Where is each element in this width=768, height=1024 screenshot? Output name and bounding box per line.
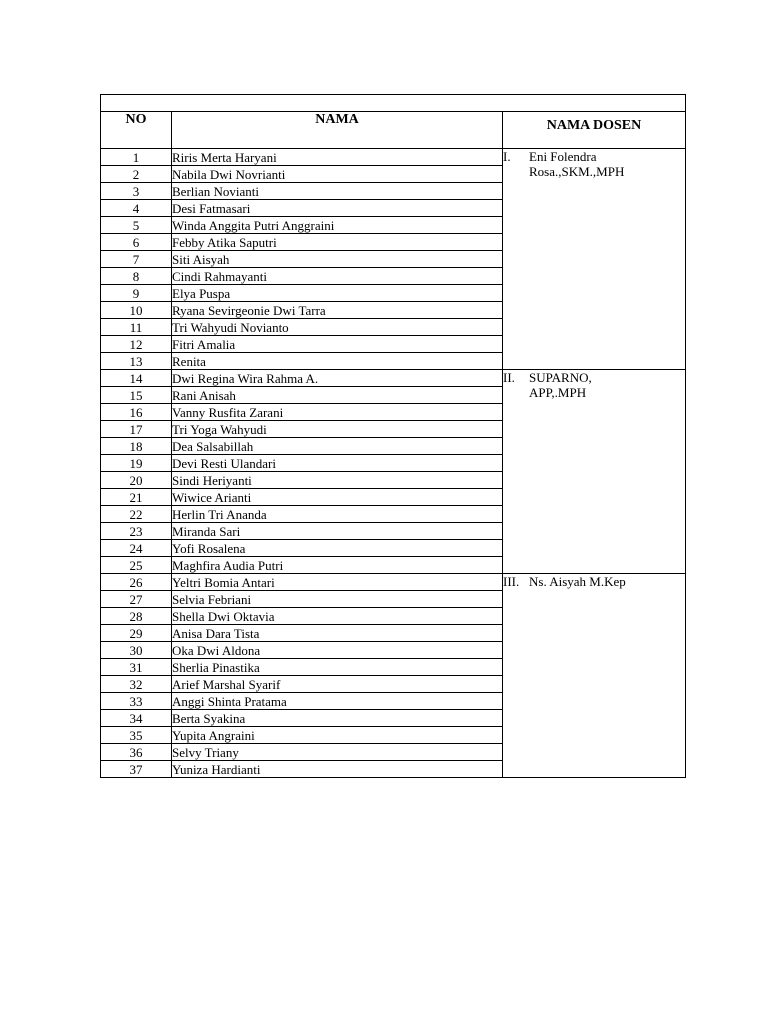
- lecturer-name-line-1: Eni Folendra: [529, 149, 597, 164]
- student-number: 12: [101, 336, 172, 353]
- top-strip-cell: [101, 95, 686, 112]
- student-name: Nabila Dwi Novrianti: [172, 166, 503, 183]
- student-number: 26: [101, 574, 172, 591]
- lecturer-name-line-2: Rosa.,SKM.,MPH: [529, 164, 625, 179]
- student-number: 27: [101, 591, 172, 608]
- student-number: 32: [101, 676, 172, 693]
- student-number: 7: [101, 251, 172, 268]
- student-number: 34: [101, 710, 172, 727]
- student-name: Yeltri Bomia Antari: [172, 574, 503, 591]
- student-number: 18: [101, 438, 172, 455]
- lecturer-entry: [503, 370, 685, 400]
- student-number: 13: [101, 353, 172, 370]
- student-number: 36: [101, 744, 172, 761]
- student-number: 28: [101, 608, 172, 625]
- student-name: Anggi Shinta Pratama: [172, 693, 503, 710]
- student-name: Sindi Heriyanti: [172, 472, 503, 489]
- student-name: Vanny Rusfita Zarani: [172, 404, 503, 421]
- student-number: 22: [101, 506, 172, 523]
- student-number: 37: [101, 761, 172, 778]
- student-number: 19: [101, 455, 172, 472]
- lecturer-entry: [503, 574, 685, 589]
- student-name: Anisa Dara Tista: [172, 625, 503, 642]
- student-number: 33: [101, 693, 172, 710]
- student-number: 30: [101, 642, 172, 659]
- table-row: [101, 574, 686, 591]
- lecturer-cell: [503, 574, 686, 778]
- student-number: 24: [101, 540, 172, 557]
- student-name: Ryana Sevirgeonie Dwi Tarra: [172, 302, 503, 319]
- student-name: Oka Dwi Aldona: [172, 642, 503, 659]
- student-name: Selvy Triany: [172, 744, 503, 761]
- student-number: 6: [101, 234, 172, 251]
- student-number: 5: [101, 217, 172, 234]
- student-number: 29: [101, 625, 172, 642]
- student-name: Yofi Rosalena: [172, 540, 503, 557]
- student-name: Wiwice Arianti: [172, 489, 503, 506]
- student-name: Cindi Rahmayanti: [172, 268, 503, 285]
- lecturer-name: [529, 370, 685, 400]
- student-number: 20: [101, 472, 172, 489]
- student-name: Winda Anggita Putri Anggraini: [172, 217, 503, 234]
- student-name: Tri Yoga Wahyudi: [172, 421, 503, 438]
- student-number: 11: [101, 319, 172, 336]
- table-row: [101, 149, 686, 166]
- lecturer-cell: [503, 370, 686, 574]
- student-name: Dwi Regina Wira Rahma A.: [172, 370, 503, 387]
- student-number: 17: [101, 421, 172, 438]
- student-name: Dea Salsabillah: [172, 438, 503, 455]
- lecturer-name-line-1: SUPARNO,: [529, 370, 592, 385]
- student-name: Yupita Angraini: [172, 727, 503, 744]
- header-nama: NAMA: [172, 112, 503, 149]
- lecturer-roman-numeral: II.: [503, 370, 515, 385]
- student-number: 4: [101, 200, 172, 217]
- student-number: 16: [101, 404, 172, 421]
- student-name: Sherlia Pinastika: [172, 659, 503, 676]
- student-name: Tri Wahyudi Novianto: [172, 319, 503, 336]
- student-number: 15: [101, 387, 172, 404]
- student-name: Fitri Amalia: [172, 336, 503, 353]
- student-number: 9: [101, 285, 172, 302]
- student-name: Arief Marshal Syarif: [172, 676, 503, 693]
- lecturer-name: [529, 574, 685, 589]
- header-no: NO: [101, 112, 172, 149]
- student-number: 3: [101, 183, 172, 200]
- lecturer-roman-numeral: I.: [503, 149, 511, 164]
- student-name: Febby Atika Saputri: [172, 234, 503, 251]
- student-name: Berta Syakina: [172, 710, 503, 727]
- lecturer-name-line-1: Ns. Aisyah M.Kep: [529, 574, 626, 589]
- lecturer-name: [529, 149, 685, 179]
- student-number: 2: [101, 166, 172, 183]
- student-name: Desi Fatmasari: [172, 200, 503, 217]
- student-name: Maghfira Audia Putri: [172, 557, 503, 574]
- student-number: 8: [101, 268, 172, 285]
- student-number: 35: [101, 727, 172, 744]
- student-name: Riris Merta Haryani: [172, 149, 503, 166]
- student-number: 23: [101, 523, 172, 540]
- student-name: Miranda Sari: [172, 523, 503, 540]
- student-name: Renita: [172, 353, 503, 370]
- student-number: 14: [101, 370, 172, 387]
- student-name: Shella Dwi Oktavia: [172, 608, 503, 625]
- student-name: Elya Puspa: [172, 285, 503, 302]
- table-row: [101, 370, 686, 387]
- lecturer-cell: [503, 149, 686, 370]
- student-number: 21: [101, 489, 172, 506]
- student-name: Rani Anisah: [172, 387, 503, 404]
- lecturer-entry: [503, 149, 685, 179]
- lecturer-roman-numeral: III.: [503, 574, 520, 589]
- student-name: Berlian Novianti: [172, 183, 503, 200]
- student-lecturer-table: [100, 94, 686, 778]
- student-name: Selvia Febriani: [172, 591, 503, 608]
- student-name: Devi Resti Ulandari: [172, 455, 503, 472]
- header-nama-dosen: NAMA DOSEN: [503, 112, 686, 149]
- student-name: Siti Aisyah: [172, 251, 503, 268]
- student-number: 31: [101, 659, 172, 676]
- student-number: 25: [101, 557, 172, 574]
- table-top-strip: [101, 95, 686, 112]
- student-name: Yuniza Hardianti: [172, 761, 503, 778]
- lecturer-name-line-2: APP,.MPH: [529, 385, 587, 400]
- student-number: 10: [101, 302, 172, 319]
- student-name: Herlin Tri Ananda: [172, 506, 503, 523]
- student-number: 1: [101, 149, 172, 166]
- table-header-row: [101, 112, 686, 149]
